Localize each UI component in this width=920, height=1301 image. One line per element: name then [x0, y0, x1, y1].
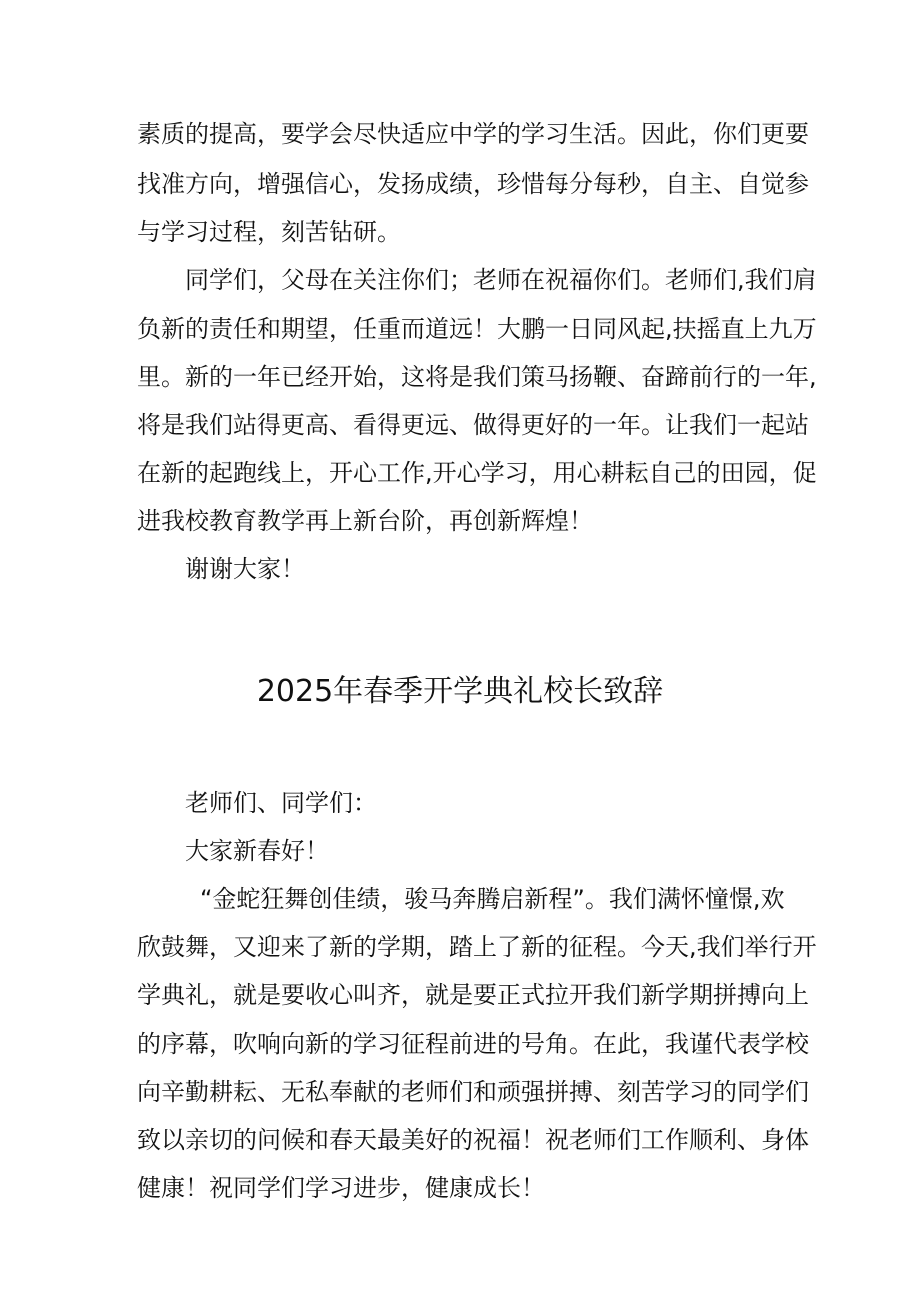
paragraph-line: 在新的起跑线上，开心工作,开心学习，用心耕耘自己的田园，促 — [137, 459, 817, 487]
paragraph-line: 负新的责任和期望，任重而道远！大鹏一日同风起,扶摇直上九万 — [137, 315, 817, 343]
paragraph-line: 致以亲切的问候和春天最美好的祝福！祝老师们工作顺利、身体 — [137, 1126, 809, 1154]
salutation: 老师们、同学们： — [185, 789, 377, 817]
paragraph-line: 与学习过程，刻苦钻研。 — [137, 218, 401, 246]
paragraph-line: 找准方向，增强信心，发扬成绩，珍惜每分每秒，自主、自觉参 — [137, 170, 809, 198]
paragraph-line: 进我校教育教学再上新台阶，再创新辉煌！ — [137, 507, 593, 535]
paragraph-line: 的序幕，吹响向新的学习征程前进的号角。在此，我谨代表学校 — [137, 1030, 809, 1058]
paragraph-line: 里。新的一年已经开始，这将是我们策马扬鞭、奋蹄前行的一年, — [137, 363, 817, 391]
closing-line: 谢谢大家！ — [185, 555, 305, 583]
paragraph-line: 向辛勤耕耘、无私奉献的老师们和顽强拼搏、刻苦学习的同学们 — [137, 1078, 809, 1106]
paragraph-line: “金蛇狂舞创佳绩，骏马奔腾启新程”。我们满怀憧憬,欢 — [200, 885, 785, 913]
paragraph-line: 学典礼，就是要收心叫齐，就是要正式拉开我们新学期拼搏向上 — [137, 981, 809, 1009]
greeting: 大家新春好！ — [185, 837, 329, 865]
paragraph-line: 健康！祝同学们学习进步，健康成长！ — [137, 1174, 545, 1202]
speech-title: 2025年春季开学典礼校长致辞 — [256, 674, 664, 709]
paragraph-line: 素质的提高，要学会尽快适应中学的学习生活。因此，你们更要 — [137, 120, 809, 148]
paragraph-line: 同学们，父母在关注你们；老师在祝福你们。老师们,我们肩 — [185, 266, 817, 294]
paragraph-line: 将是我们站得更高、看得更远、做得更好的一年。让我们一起站 — [137, 411, 809, 439]
paragraph-line: 欣鼓舞，又迎来了新的学期，踏上了新的征程。今天,我们举行开 — [137, 933, 817, 961]
